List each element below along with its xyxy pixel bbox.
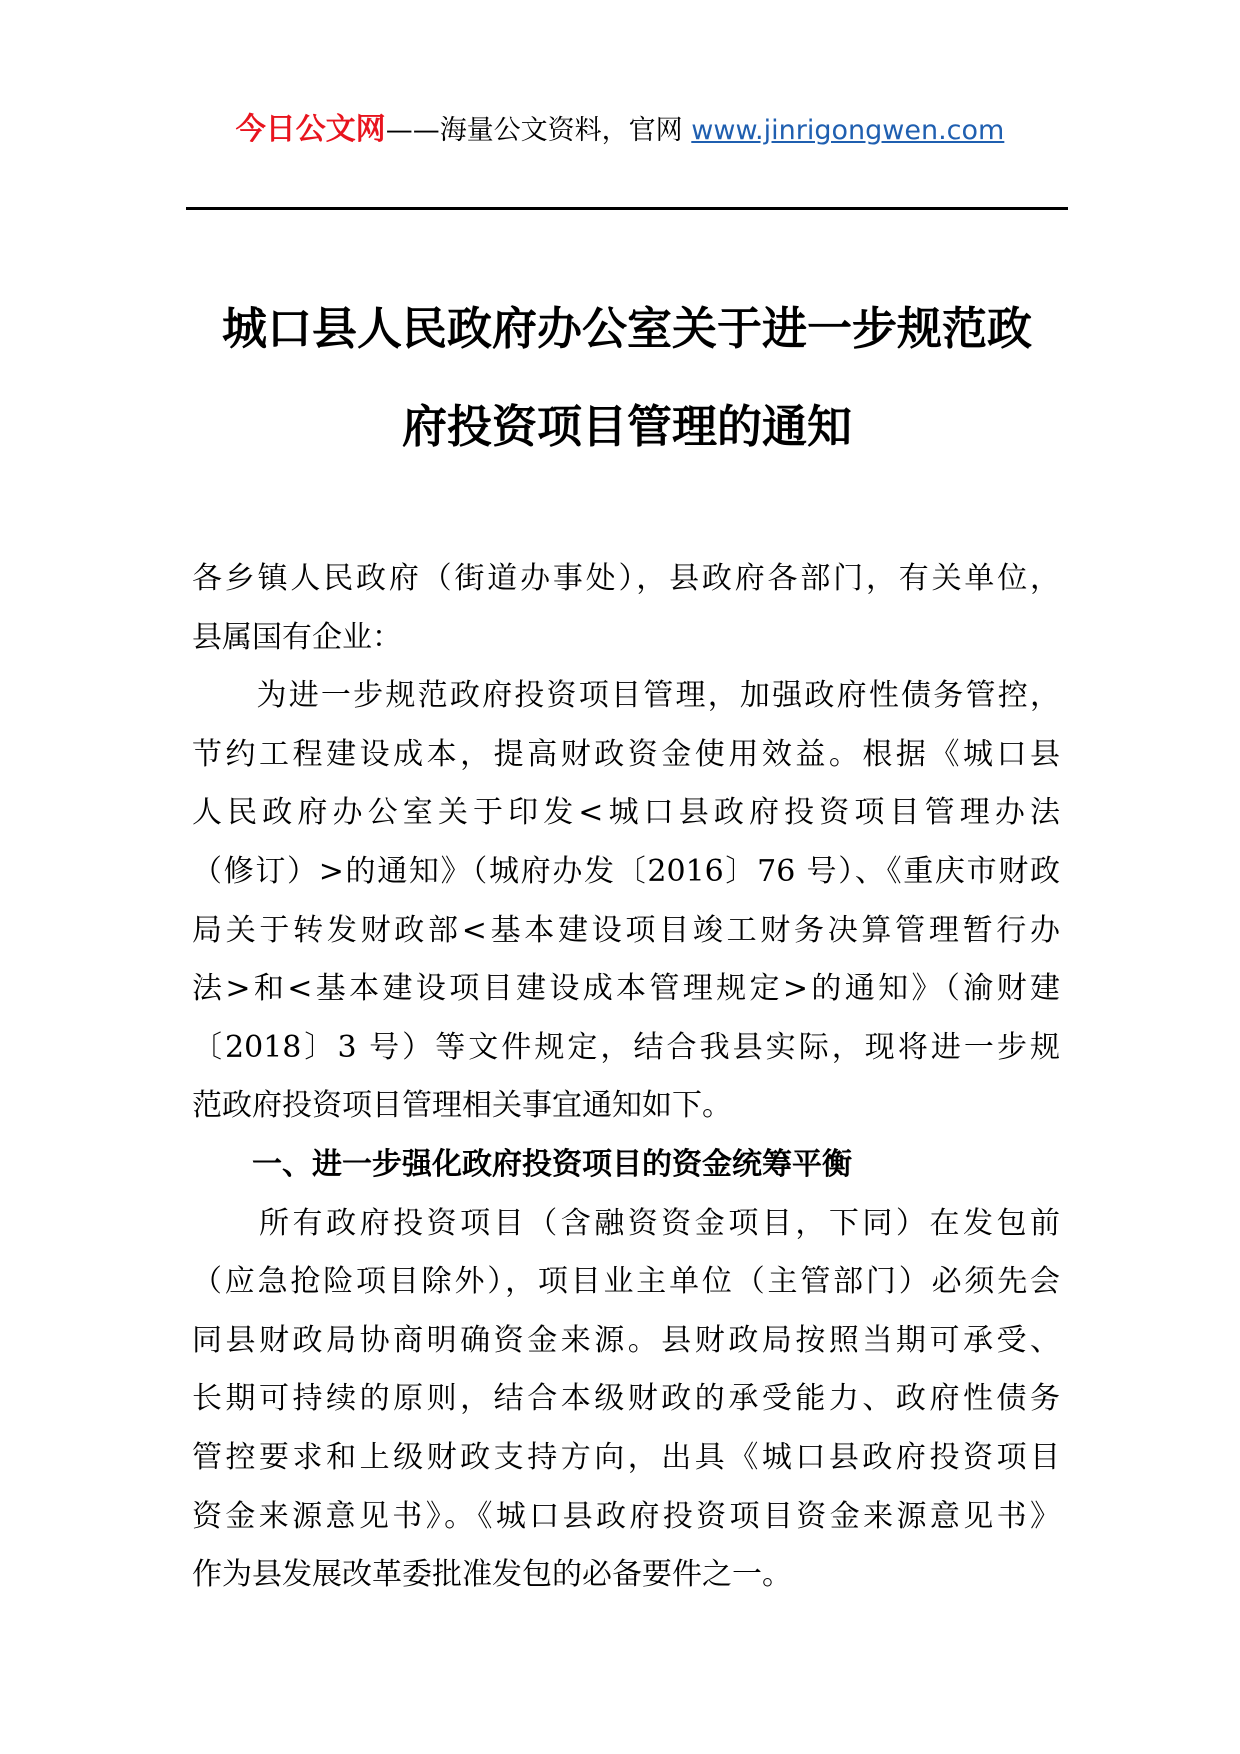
body-line: 县属国有企业： [192, 619, 402, 655]
body-line: 各乡镇人民政府（街道办事处），县政府各部门，有关单位， [192, 561, 1060, 596]
body-line: （修订）>的通知》（城府办发〔2016〕76 号）、《重庆市财政 [192, 854, 1060, 889]
document-title-line-1: 城口县人民政府办公室关于进一步规范政 [221, 302, 1032, 355]
body-line: 人民政府办公室关于印发<城口县政府投资项目管理办法 [192, 795, 1060, 831]
brand-logo: 今日公文网 [235, 112, 386, 147]
tagline: ——海量公文资料，官网 [385, 115, 692, 146]
header-divider [186, 207, 1068, 210]
body-line: 管控要求和上级财政支持方向，出具《城口县政府投资项目 [192, 1440, 1060, 1475]
body-line: 范政府投资项目管理相关事宜通知如下。 [192, 1088, 732, 1124]
body-line: 法>和<基本建设项目建设成本管理规定>的通知》（渝财建 [192, 971, 1060, 1007]
body-line: 节约工程建设成本，提高财政资金使用效益。根据《城口县 [192, 736, 1060, 772]
body-line: （应急抢险项目除外），项目业主单位（主管部门）必须先会 [192, 1264, 1060, 1300]
body-line: 资金来源意见书》。《城口县政府投资项目资金来源意见书》 [192, 1498, 1060, 1534]
body-line: 所有政府投资项目（含融资资金项目，下同）在发包前 [192, 1205, 1060, 1241]
site-header [0, 104, 1240, 148]
body-line: 〔2018〕3 号）等文件规定，结合我县实际，现将进一步规 [192, 1029, 1060, 1065]
document-title-line-2: 府投资项目管理的通知 [401, 400, 852, 453]
body-line: 作为县发展改革委批准发包的必备要件之一。 [192, 1557, 792, 1593]
body-line: 局关于转发财政部<基本建设项目竣工财务决算管理暂行办 [192, 912, 1060, 948]
body-line: 同县财政局协商明确资金来源。县财政局按照当期可承受、 [192, 1322, 1060, 1358]
body-line: 为进一步规范政府投资项目管理，加强政府性债务管控， [192, 678, 1060, 714]
body-line: 长期可持续的原则，结合本级财政的承受能力、政府性债务 [192, 1381, 1060, 1417]
site-link[interactable]: www.jinrigongwen.com [691, 115, 1005, 146]
section-heading: 一、进一步强化政府投资项目的资金统筹平衡 [192, 1147, 852, 1182]
